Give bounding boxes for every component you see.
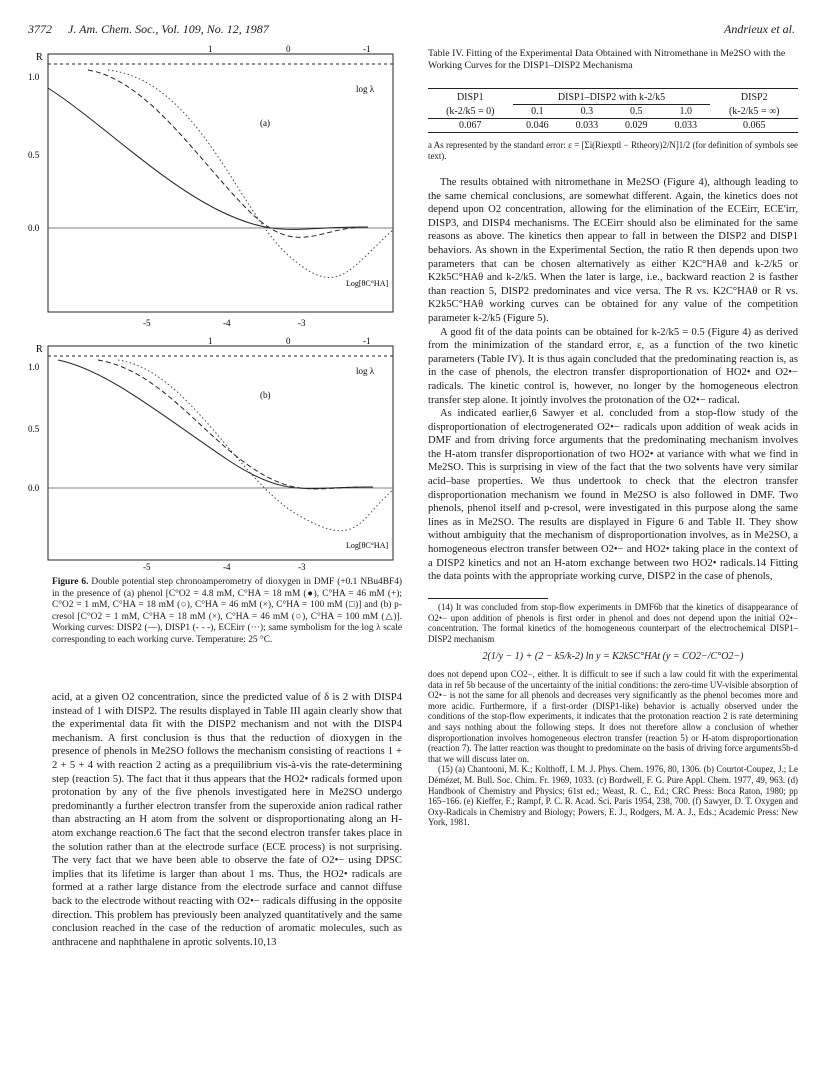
panel-b-ytick-1: 1.0	[28, 362, 40, 372]
panel-b-x-label: Log[θC°HA]	[346, 541, 389, 550]
panel-a-y-label: R	[36, 52, 43, 63]
panel-b-top-tick-2: 0	[286, 336, 291, 346]
footnote-14-continued: does not depend upon CO2−, either. It is difficult to see if such a law could fit with the experimental data in ref 5b because of the uncertainty of the initial conditions: the zero-time UV-visible absorption of O2•− is not the same for all phenols and decreases very significantly as the phenol becomes more and more acidic. Furthermore, if a first-order (DISP1-like) behavior is actually observed under the conditions of the stop-flow experiments, it indicates that the protonation reaction 2 is rate determining and says nothing about the following steps. It does not therefore allow a conclusion of whether disproportionation involves homogeneous electron transfer (reaction 5) or H-atom disproportionation (reaction 7). The latter reaction was thought to predominate on the basis of driving force arguments5b-d that we will discuss later on.	[428, 668, 798, 764]
table-ratio: 0.1	[531, 106, 544, 117]
panel-b-top-tick-3: -1	[363, 336, 371, 346]
panel-b-xtick-1: -5	[143, 562, 151, 570]
right-paragraph-1: The results obtained with nitromethane in Me2SO (Figure 4), although leading to the same chemical conclusions, are somewhat different. Again, the kinetics does not depend upon O2 concentration, allowing for the elimination of the ECEirr, ECE'irr, DISP3, and DISP4 mechanisms. The ECEirr should also be eliminated for the same reasons as above. The kinetics then appear to fall in between the DISP2 and DISP1 behaviors. As shown in the Experimental Section, the ratio R then depends upon two parameters that can be chosen alternatively as either K2C°HAθ and k-2/k5 or K2k5C°HAθ and k-2/k5. When the later is large, i.e., backward reaction 2 is fasther than reaction 5, DISP2 predominates and vice versa. The R vs. K2C°HAθ or R vs. K2k5C°HAθ working curves can be obtained for any value of the competition parameter k-2/k5 (Figure 5).	[428, 177, 798, 324]
panel-b	[28, 336, 393, 570]
table-cell: 0.067	[459, 120, 482, 131]
panel-a-top-tick-2: 0	[286, 44, 291, 54]
table-subheader-disp2: (k-2/k5 = ∞)	[728, 105, 780, 117]
panel-a-disp1-curve	[88, 70, 368, 237]
journal-citation: J. Am. Chem. Soc., Vol. 109, No. 12, 1987	[68, 22, 269, 36]
table-ratio: 1.0	[679, 106, 692, 117]
table-title: Table IV. Fitting of the Experimental Data Obtained with Nitromethane in Me2SO with the Working Curves for the DISP1–DISP2 Mechanisma	[428, 48, 786, 71]
panel-a-ece-curve	[108, 70, 393, 277]
footnote-equation: 2(1/y − 1) + (2 − k5/k-2) ln y = K2k5C°HAt (y = CO2−/C°O2−)	[482, 651, 744, 663]
panel-b-y-label: R	[36, 344, 43, 355]
right-column-text	[428, 176, 798, 591]
left-paragraph: acid, at a given O2 concentration, since the predicted value of δ is 2 with DISP4 instead of 1 with DISP2. The results displayed in Table III again clearly show that the experimental data fit with the DISP2 mechanism and not with the DISP4 mechanism. A first conclusion is thus that the reduction of dioxygen in the presence of phenols in Me2SO follows the mechanism consisting of reactions 1 + 2 + 5 + 4 with reaction 2 acting as a prequilibrium vis-à-vis the rate-determining step (reaction 5). The fact that it thus appears that the HO2• radicals formed upon protonation by any of the five phenols investigated here in Me2SO undergo predominantly a further electron transfer from the superoxide anion radical rather than abstracting an H atom from the solvent or disproportionating along an H-atom exchange reaction.6 The fact that the second electron transfer takes place in the solution rather than at the electrode surface (ECE process) is not surprising. The very fact that we have been able to observe the fate of O2•− using DPSC implies that its lifetime is larger than about 1 ms. Thus, the HO2• radicals are formed at a rather large distance from the electrode surface and cannot diffuse back to the electrode without reacting with O2•− radicals diffusing in the opposite direction. This problem has previously been analyzed quantitatively and the same conclusion reached in the case of the reduction of aromatic molecules, such as anthracene and naphthalene in aprotic solvents.10,13	[52, 692, 402, 948]
panel-b-xtick-2: -4	[223, 562, 231, 570]
panel-b-top-axis-label: log λ	[356, 366, 375, 376]
table-cell: 0.046	[526, 120, 549, 131]
panel-a-x-label: Log[θC°HA]	[346, 279, 389, 288]
page-number: 3772	[28, 22, 52, 36]
panel-a-ytick-3: 0.0	[28, 223, 40, 233]
panel-a-xtick-3: -3	[298, 318, 306, 328]
panel-a-label: (a)	[260, 118, 270, 128]
panel-a-xtick-1: -5	[143, 318, 151, 328]
panel-b-disp1-curve	[98, 360, 373, 489]
table-iv	[428, 91, 798, 133]
figure-caption-text: Double potential step chronoamperometry of dioxygen in DMF (+0.1 NBu4BF4) in the presence of (a) phenol [C°O2 = 4.8 mM, C°HA = 18 mM (●), C°HA = 46 mM (+); C°O2 = 1 mM, C°HA = 18 mM (○), C°HA = 46 mM (×), C°HA = 100 mM (□)] and (b) p-cresol [C°O2 = 1 mM, C°HA = 18 mM (×), C°HA = 46 mM (○), C°HA = 100 mM (△)]. Working curves: DISP2 (—), DISP1 (- - -), ECEirr (···); same symbolism for the log λ scale corresponding to each working curve. Temperature: 25 °C.	[52, 577, 403, 645]
panel-b-ytick-3: 0.0	[28, 483, 40, 493]
panel-a-disp2-curve	[48, 88, 368, 229]
footnote-14-text: (14) It was concluded from stop-flow experiments in DMF6b that the kinetics of disappearance of O2•− upon addition of phenols is first order in phenol and does not depend upon the initial O2•− concentration. The formal kinetics of the homogeneous counterpart of the electrochemical DISP1–DISP2 mechanism	[428, 602, 798, 644]
table-cell: 0.033	[674, 120, 697, 131]
panel-a-ytick-2: 0.5	[28, 150, 40, 160]
panel-a-top-tick-1: 1	[208, 44, 213, 54]
panel-a-xtick-2: -4	[223, 318, 231, 328]
panel-b-label: (b)	[260, 390, 271, 400]
table-ratio: 0.3	[580, 106, 594, 117]
right-paragraph-3: As indicated earlier,6 Sawyer et al. concluded from a stop-flow study of the disproportionation of electrogenerated O2•− radicals upon addition of weak acids in DMF and from driving force arguments that the predominating mechanism involves the H-atom transfer disproportionation of two HO2• at variance with what we find in Me2SO. This is surprising in view of the fact that the two solvents have very similar acid–base properties. We thus undertook to check that the electron transfer disproportionation mechanism we found in Me2SO is also followed in DMF. Two phenols, phenol itself and p-cresol, were investigated in this purpose along the same lines as in Me2SO. The results are displayed in Figure 6 and Table II. They show without ambiguity that the mechanism of disproportionation involves, as in Me2SO, a homogeneous electron transfer between O2•− and HO2• taking place in the context of a DISP2 kinetics and not an H-atom exchange between two HO2• radicals.14 Fitting the data points with the appropriate working curve, DISP2 in the case of phenols,	[428, 408, 798, 583]
right-paragraph-2: A good fit of the data points can be obtained for k-2/k5 = 0.5 (Figure 4) as derived from the minimization of the standard error, ε, as a function of the two kinetic parameters (Table IV). It is thus again concluded that the predominating reaction is, as in the case of phenols, the electron transfer disproportionation of HO2• and O2•− radicals. The kinetic control is, however, no longer by the homogeneous electron transfer step alone. It jointly involves the protonation of the O2•− radical.	[428, 326, 798, 406]
figure-caption	[52, 577, 402, 647]
panel-b-ytick-2: 0.5	[28, 424, 40, 434]
table-header-disp2: DISP2	[740, 92, 768, 104]
panel-a-top-axis-label: log λ	[356, 84, 375, 94]
footnote-14	[428, 602, 798, 828]
panel-a-ytick-1: 1.0	[28, 72, 40, 82]
table-cell: 0.033	[575, 120, 599, 131]
panel-a	[28, 44, 393, 328]
panel-a-top-tick-3: -1	[363, 44, 371, 54]
table-header-disp1: DISP1	[456, 92, 484, 104]
table-cell: 0.029	[625, 120, 648, 131]
left-column-text	[52, 691, 402, 1051]
table-subheader-disp1: (k-2/k5 = 0)	[446, 105, 495, 117]
running-authors: Andrieux et al.	[724, 22, 795, 36]
footnote-15: (15) (a) Chantooni, M. K.; Kolthoff, I. M. J. Phys. Chem. 1976, 80, 1306. (b) Courtot-Coupez, J.; Le Démézet, M. Bull. Soc. Chim. Fr. 1969, 1033. (c) Bordwell, F. G. Pure Appl. Chem. 1977, 49, 963. (d) Handbook of Chemistry and Physics; 61st ed.; Weast, R. C., Ed.; CRC Press: Boca Raton, 1980; pp 165–166. (e) Kieffer, F.; Rampf, P. C. R. Acad. Sci. Paris 1954, 238, 700. (f) Sawyer, D. T. Oxygen and Oxy-Radicals in Chemistry and Biology; Powers, E. J., Rodgers, M. A. J., Eds.; Academic Press: New York, 1981.	[428, 764, 798, 828]
table-cell: 0.065	[742, 120, 766, 131]
table-ratio: 0.5	[630, 106, 643, 117]
figure-caption-title: Figure 6.	[52, 577, 89, 587]
figure-6	[28, 40, 408, 570]
panel-b-xtick-3: -3	[298, 562, 306, 570]
table-footnote: a As represented by the standard error: ε = [Σi(Riexptl − Rtheory)2/N]1/2 (for definition of symbols see text).	[428, 140, 798, 161]
panel-b-disp2-curve	[58, 360, 373, 489]
panel-b-ece-curve	[118, 360, 393, 531]
panel-b-top-tick-1: 1	[208, 336, 213, 346]
table-header-mixed: DISP1–DISP2 with k-2/k5	[513, 91, 711, 105]
